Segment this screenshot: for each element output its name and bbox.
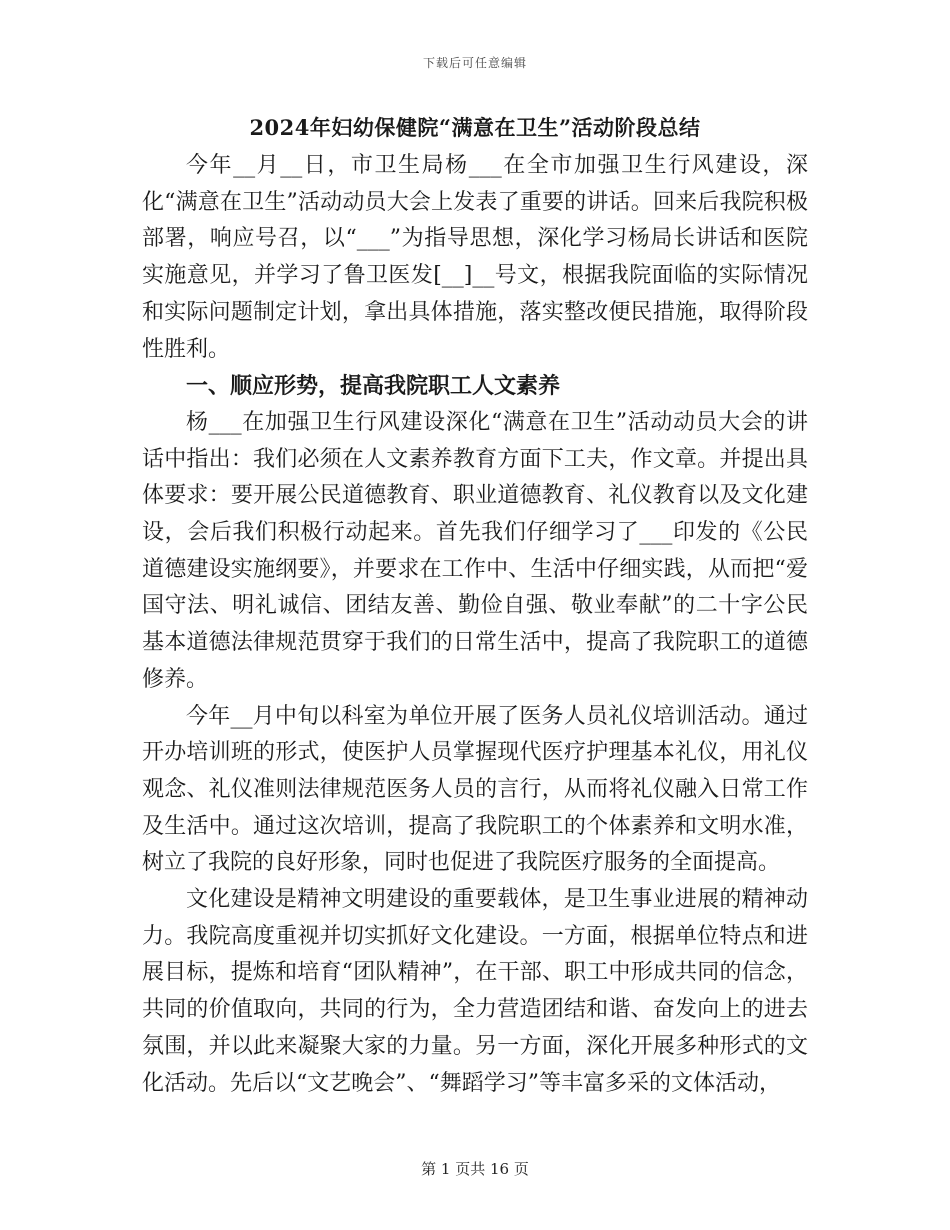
page-header-note: 下载后可任意编辑 [422, 56, 527, 70]
paragraph-intro: 今年__月__日，市卫生局杨___在全市加强卫生行风建设，深化“满意在卫生”活动动员大会上发表了重要的讲话。回来后我院积极部署，响应号召，以“___”为指导思想，深化学习杨局长讲话和医院实施意见，并学习了鲁卫医发[__]__号文，根据我院面临的实际情况和实际问题制定计划，拿出具体措施，落实整改便民措施，取得阶段性胜利。 [142, 153, 808, 362]
paragraph-speech: 杨___在加强卫生行风建设深化“满意在卫生”活动动员大会的讲话中指出：我们必须在人文素养教育方面下工夫，作文章。并提出具体要求：要开展公民道德教育、职业道德教育、礼仪教育以及文化建设，会后我们积极行动起来。首先我们仔细学习了___印发的《公民道德建设实施纲要》，并要求在工作中、生活中仔细实践，从而把“爱国守法、明礼诚信、团结友善、勤俭自强、敬业奉献”的二十字公民基本道德法律规范贯穿于我们的日常生活中，提高了我院职工的道德修养。 [142, 409, 808, 692]
document-title: 2024年妇幼保健院“满意在卫生”活动阶段总结 [249, 115, 701, 140]
document-body [142, 148, 808, 1102]
paragraph-etiquette-training: 今年__月中旬以科室为单位开展了医务人员礼仪培训活动。通过开办培训班的形式，使医护人员掌握现代医疗护理基本礼仪，用礼仪观念、礼仪准则法律规范医务人员的言行，从而将礼仪融入日常工作及生活中。通过这次培训，提高了我院职工的个体素养和文明水准，树立了我院的良好形象，同时也促进了我院医疗服务的全面提高。 [142, 703, 808, 876]
page-footer: 第 1 页共 16 页 [421, 1160, 529, 1178]
section-heading-1: 一、顺应形势，提高我院职工人文素养 [186, 373, 561, 400]
paragraph-culture-building: 文化建设是精神文明建设的重要载体，是卫生事业进展的精神动力。我院高度重视并切实抓好文化建设。一方面，根据单位特点和进展目标，提炼和培育“团队精神”，在干部、职工中形成共同的信念，共同的价值取向，共同的行为，全力营造团结和谐、奋发向上的进去氛围，并以此来凝聚大家的力量。另一方面，深化开展多种形式的文化活动。先后以“文艺晚会”、“舞蹈学习”等丰富多采的文体活动， [142, 887, 808, 1096]
